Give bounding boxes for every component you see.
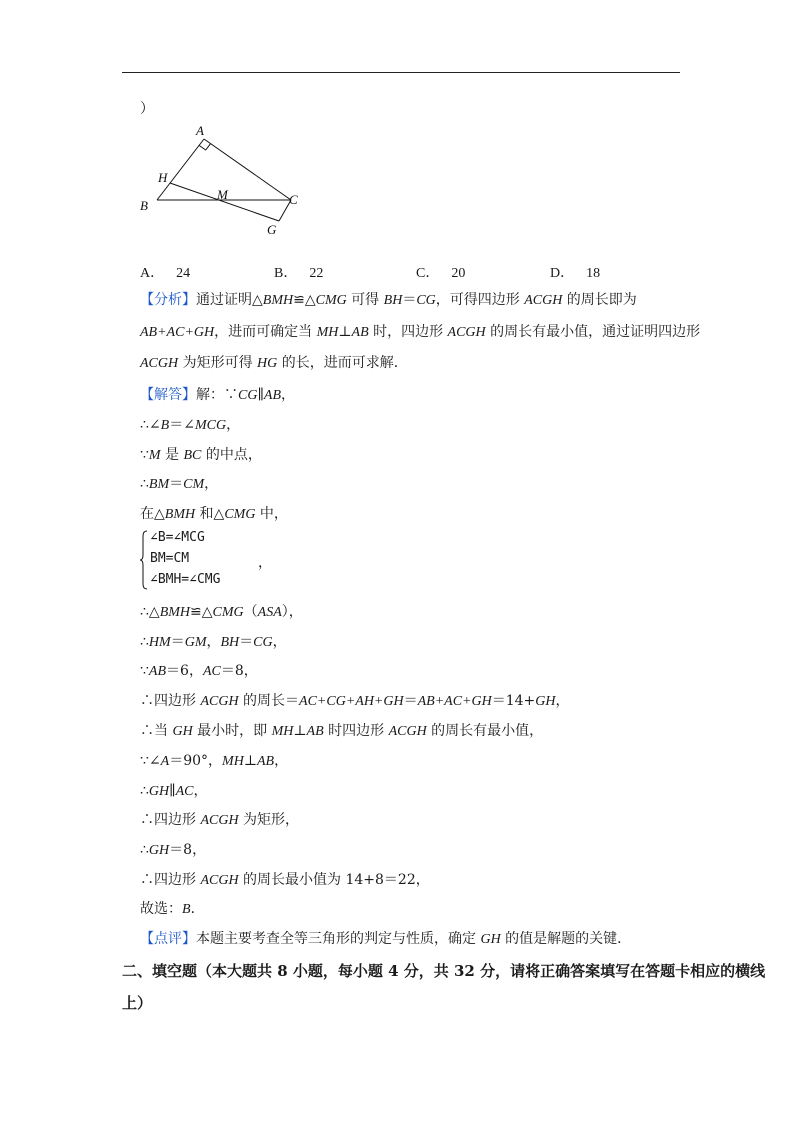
congruence-conditions: [140, 530, 340, 592]
brace-comma: ，: [258, 555, 272, 571]
solution-line-2: ∴∠B＝∠MCG，: [140, 417, 241, 433]
analysis-line-2: AB+AC+GH，进而可确定当 MH⊥AB 时，四边形 ACGH 的周长有最小值，通过证明四边形: [140, 324, 701, 340]
solution-line-3: ∵M 是 BC 的中点，: [140, 447, 262, 463]
section2-heading-line-2: 上）: [122, 994, 153, 1012]
label-m: M: [217, 187, 228, 202]
solution-line-7: ∴HM＝GM，BH＝CG，: [140, 634, 287, 650]
solution-line-16: 故选：B．: [140, 901, 205, 917]
analysis-line-3: ACGH 为矩形可得 HG 的长，进而可求解．: [140, 355, 408, 371]
solution-line-8: ∵AB＝6，AC＝8，: [140, 663, 258, 679]
left-brace: [140, 530, 148, 590]
solution-line-5: 在△BMH 和△CMG 中，: [140, 506, 288, 522]
option-c[interactable]: C． 20: [416, 266, 466, 281]
label-b: B: [140, 198, 148, 213]
option-a[interactable]: A． 24: [140, 266, 191, 281]
label-a: A: [196, 123, 204, 138]
solution-line-9: ∴四边形 ACGH 的周长＝AC+CG+AH+GH＝AB+AC+GH＝14+GH，: [140, 693, 570, 709]
analysis-tag: 【分析】: [140, 292, 196, 308]
option-b[interactable]: B． 22: [274, 266, 324, 281]
solution-line-11: ∵∠A＝90°，MH⊥AB，: [140, 753, 289, 769]
condition-angle-b: ∠B=∠MCG: [150, 530, 205, 545]
option-d[interactable]: D． 18: [550, 266, 601, 281]
condition-angle-bmh: ∠BMH=∠CMG: [150, 572, 221, 587]
solution-line-15: ∴四边形 ACGH 的周长最小值为 14+8＝22，: [140, 872, 430, 888]
label-h: H: [158, 170, 168, 185]
solution-line-4: ∴BM＝CM，: [140, 476, 219, 492]
analysis-line-1: 【分析】通过证明△BMH≌△CMG 可得 BH＝CG，可得四边形 ACGH 的周长即为: [140, 292, 637, 308]
triangle-diagram: [130, 118, 330, 248]
solution-tag: 【解答】: [140, 387, 196, 403]
solution-line-1: 【解答】解：∵CG∥AB，: [140, 387, 296, 403]
solution-line-6: ∴△BMH≌△CMG（ASA），: [140, 604, 303, 620]
section2-heading-line-1: 二、填空题（本大题共 8 小题，每小题 4 分，共 32 分，请将正确答案填写在答题卡相应的横线: [122, 962, 766, 980]
condition-bm-cm: BM=CM: [150, 551, 190, 566]
comment-line: 【点评】本题主要考查全等三角形的判定与性质，确定 GH 的值是解题的关键．: [140, 931, 632, 947]
continuation-paren: ）: [140, 101, 154, 117]
triangle-figure: [130, 118, 330, 248]
solution-line-10: ∴当 GH 最小时，即 MH⊥AB 时四边形 ACGH 的周长有最小值，: [140, 723, 544, 739]
comment-tag: 【点评】: [140, 931, 196, 947]
solution-line-14: ∴GH＝8，: [140, 842, 207, 858]
solution-line-12: ∴GH∥AC，: [140, 783, 208, 799]
top-rule: [122, 72, 680, 73]
label-c: C: [289, 192, 298, 207]
solution-line-13: ∴四边形 ACGH 为矩形，: [140, 812, 300, 828]
right-angle-mark: [199, 144, 211, 150]
answer-options: [140, 262, 700, 282]
label-g: G: [267, 222, 277, 237]
